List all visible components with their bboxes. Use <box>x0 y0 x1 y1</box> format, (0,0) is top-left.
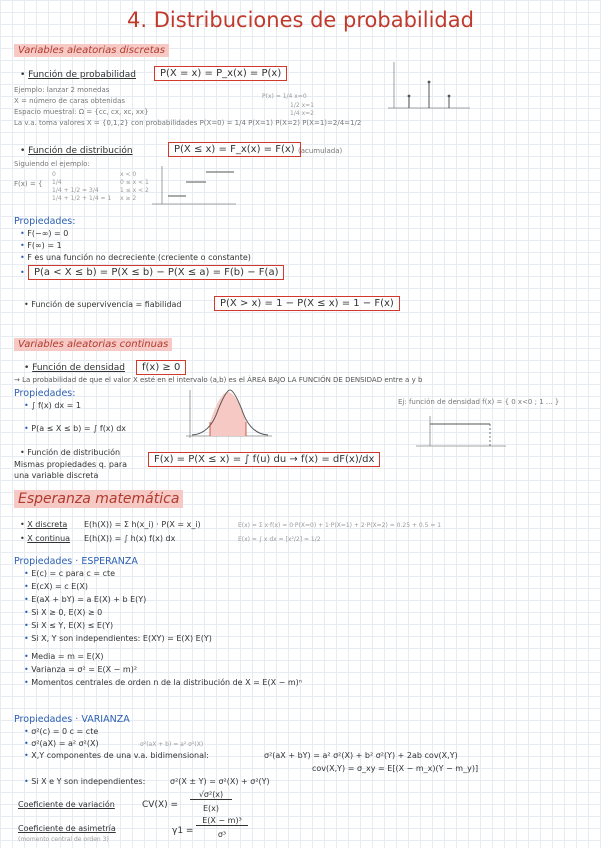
exp-prop-6: • Si X, Y son independientes: E(XY) = E(X) E(Y) <box>24 634 212 643</box>
expectation-heading: Esperanza matemática <box>14 490 183 508</box>
continuous-dist-note-2: una variable discreta <box>14 471 99 480</box>
discrete-heading: Variables aleatorias discretas <box>14 44 169 57</box>
discrete-prop-3: • F es una función no decreciente (creciente o constante) <box>20 253 251 262</box>
skew-note: (momento central de orden 3) <box>18 836 109 843</box>
discrete-props-heading: Propiedades: <box>14 216 76 227</box>
continuous-dist-note-1: Mismas propiedades q. para <box>14 460 128 469</box>
example-line-1: Ejemplo: lanzar 2 monedas <box>14 86 110 94</box>
cv-label: Coeficiente de variación <box>18 800 115 809</box>
cv-denominator: E(x) <box>202 804 220 813</box>
exp-discrete-example: E(x) = Σ x·f(x) = 0·P(X=0) + 1·P(X=1) + 2·P(X=2) = 0.25 + 0.5 = 1 <box>238 522 442 529</box>
exp-prop-2: • E(cX) = c E(X) <box>24 582 88 591</box>
var-cov-formula: cov(X,Y) = σ_xy = E[(X − m_x)(Y − m_y)] <box>312 764 479 773</box>
prob-func-label: • Función de probabilidad <box>20 70 137 80</box>
uniform-density-graph <box>410 412 510 452</box>
continuous-props-heading: Propiedades: <box>14 388 76 399</box>
exp-props-heading: Propiedades · ESPERANZA <box>14 556 138 567</box>
step-function-graph <box>148 164 238 210</box>
dist-func-box: P(X ≤ x) = F_x(x) = F(x) <box>168 142 301 157</box>
discrete-prop-4-bullet: • <box>20 268 25 277</box>
density-note: → La probabilidad de que el valor X esté en el intervalo (a,b) es el ÁREA BAJO LA FUNCIÓN DE DENSIDAD entre a y b <box>14 376 423 384</box>
dist-piece-3: 1/4 + 1/2 = 3/4 <box>52 187 99 194</box>
dist-func-label: • Función de distribución <box>20 146 133 156</box>
dist-cond-4: x ≥ 2 <box>120 195 137 202</box>
example-line-4: La v.a. toma valores X = {0,1,2} con probabilidades P(X=0) = 1/4 P(X=1) P(X=2) P(X=1)=2/4=1/2 <box>14 119 362 127</box>
example-table-2: 1/2 x=1 <box>290 102 314 109</box>
cv-numerator: √σ²(x) <box>190 790 232 800</box>
dist-cond-1: x < 0 <box>120 171 137 178</box>
discrete-prop-1: • F(−∞) = 0 <box>20 229 69 238</box>
cv-lhs: CV(X) = <box>142 800 179 810</box>
var-indep-formula: σ²(X ± Y) = σ²(X) + σ²(Y) <box>170 777 270 786</box>
dist-piece-2: 1/4 <box>52 179 62 186</box>
exp-continuous-label: • X continua <box>20 534 71 543</box>
exp-prop-5: • Si X ≤ Y, E(X) ≤ E(Y) <box>24 621 114 630</box>
var-bivar-formula: σ²(aX + bY) = a² σ²(X) + b² σ²(Y) + 2ab cov(X,Y) <box>264 751 458 760</box>
continuous-prop-1: • ∫ f(x) dx = 1 <box>24 401 82 410</box>
dist-piece-4: 1/4 + 1/2 + 1/4 = 1 <box>52 195 112 202</box>
example-line-2: X = número de caras obtenidas <box>14 97 126 105</box>
exp-extra-2: • Varianza = σ² = E(X − m)² <box>24 665 138 674</box>
example-table-1: P(x) = 1/4 x=0 <box>262 93 307 100</box>
density-box: f(x) ≥ 0 <box>136 360 186 375</box>
exp-continuous-formula: E(h(X)) = ∫ h(x) f(x) dx <box>84 534 176 543</box>
var-prop-2: • σ²(aX) = a² σ²(X) <box>24 739 99 748</box>
skew-denominator: σ³ <box>217 830 227 839</box>
continuous-dist-label: • Función de distribución <box>20 448 121 457</box>
survival-box: P(X > x) = 1 − P(X ≤ x) = 1 − F(x) <box>214 296 400 311</box>
density-bell-curve <box>182 386 274 444</box>
dist-cond-3: 1 ≤ x < 2 <box>120 187 149 194</box>
skew-label: Coeficiente de asimetría <box>18 824 116 833</box>
var-prop-3: • X,Y componentes de una v.a. bidimensional: <box>24 751 209 760</box>
exp-discrete-label: • X discreta <box>20 520 68 529</box>
prob-stem-graph <box>374 58 474 118</box>
skew-numerator: E(X − m)³ <box>196 816 248 826</box>
dist-cond-2: 0 ≤ x < 1 <box>120 179 149 186</box>
dist-example-label: Siguiendo el ejemplo: <box>14 160 90 168</box>
example-line-3: Espacio muestral: Ω = {cc, cx, xc, xx} <box>14 108 149 116</box>
exp-prop-3: • E(aX + bY) = a E(X) + b E(Y) <box>24 595 147 604</box>
page-title: 4. Distribuciones de probabilidad <box>127 8 474 32</box>
continuous-prop-2: • P(a ≤ X ≤ b) = ∫ f(x) dx <box>24 424 127 433</box>
var-prop-1: • σ²(c) = 0 c = cte <box>24 727 99 736</box>
density-label: • Función de densidad <box>24 363 125 373</box>
exp-discrete-formula: E(h(X)) = Σ h(x_i) · P(X = x_i) <box>84 520 201 529</box>
exp-prop-4: • Si X ≥ 0, E(X) ≥ 0 <box>24 608 103 617</box>
skew-lhs: γ1 = <box>172 826 194 836</box>
var-prop-4: • Si X e Y son independientes: <box>24 777 146 786</box>
dist-piece-1: 0 <box>52 171 56 178</box>
example-table-3: 1/4 x=2 <box>290 110 314 117</box>
exp-prop-1: • E(c) = c para c = cte <box>24 569 116 578</box>
survival-label: • Función de supervivencia = fiabilidad <box>24 300 182 309</box>
dist-func-note: (acumulada) <box>298 147 343 155</box>
continuous-side-note: Ej: función de densidad f(x) = { 0 x<0 ; 1 ... } <box>398 398 560 406</box>
prob-func-box: P(X = x) = P_x(x) = P(x) <box>154 66 287 81</box>
continuous-dist-box: F(x) = P(X ≤ x) = ∫ f(u) du → f(x) = dF(x)/dx <box>148 452 380 467</box>
exp-extra-3: • Momentos centrales de orden n de la distribución de X = E(X − m)ⁿ <box>24 678 302 687</box>
exp-continuous-example: E(x) = ∫ x dx = [x²/2] = 1/2 <box>238 536 321 543</box>
continuous-heading: Variables aleatorias continuas <box>14 338 172 351</box>
var-side-1: σ²(aX + b) = a² σ²(X) <box>140 741 204 748</box>
dist-example-fx: F(x) = { <box>14 180 43 188</box>
discrete-props-box: P(a < X ≤ b) = P(X ≤ b) − P(X ≤ a) = F(b) − F(a) <box>28 265 284 280</box>
exp-extra-1: • Media = m = E(X) <box>24 652 104 661</box>
var-props-heading: Propiedades · VARIANZA <box>14 714 130 725</box>
discrete-prop-2: • F(∞) = 1 <box>20 241 62 250</box>
